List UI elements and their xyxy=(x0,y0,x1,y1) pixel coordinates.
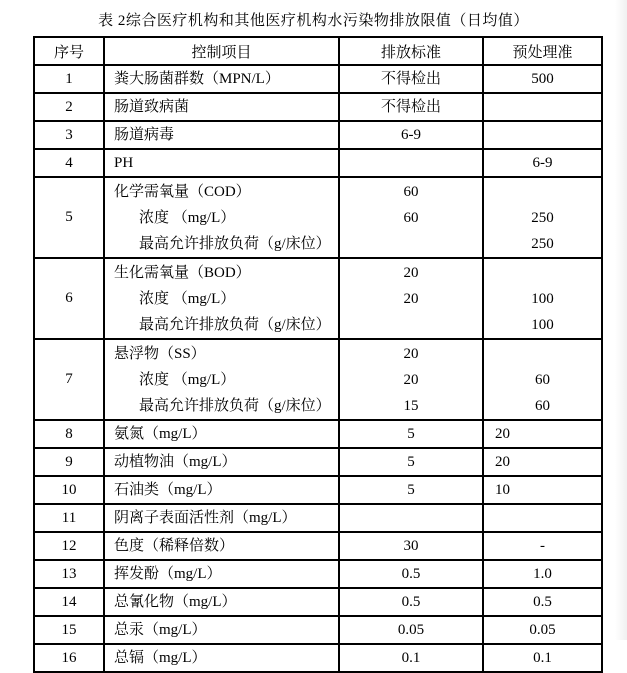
cell-line: 肠道致病菌 xyxy=(114,99,190,115)
row-number-cell: 3 xyxy=(34,121,104,149)
cell-line: 60 xyxy=(535,372,550,388)
cell-line: 15 xyxy=(403,398,419,414)
cell-line: 0.05 xyxy=(397,622,425,638)
discharge-standard-cell xyxy=(339,504,483,532)
pretreatment-standard-cell xyxy=(483,149,602,177)
row-number-cell: 8 xyxy=(34,420,104,448)
pretreatment-standard-cell xyxy=(483,93,602,121)
row-number-cell: 13 xyxy=(34,560,104,588)
cell-line: 60 xyxy=(403,210,419,226)
control-item-cell xyxy=(104,588,339,616)
row-number-cell: 9 xyxy=(34,448,104,476)
discharge-standard-cell xyxy=(339,177,483,258)
cell-line: 20 xyxy=(403,346,419,362)
cell-line: 5 xyxy=(407,482,415,498)
discharge-standard-cell xyxy=(339,588,483,616)
control-item-cell xyxy=(104,65,339,93)
pretreatment-standard-cell xyxy=(483,65,602,93)
discharge-standard-cell xyxy=(339,93,483,121)
cell-line xyxy=(340,150,482,176)
row-number-cell: 15 xyxy=(34,616,104,644)
cell-line: 最高允许排放负荷（g/床位） xyxy=(139,236,331,252)
table-row xyxy=(34,504,602,532)
cell-line: 浓度 （mg/L） xyxy=(139,291,236,307)
cell-line: 总氰化物（mg/L） xyxy=(114,594,237,610)
cell-line: 6-9 xyxy=(401,127,421,143)
control-item-cell xyxy=(104,504,339,532)
discharge-standard-cell xyxy=(339,476,483,504)
cell-line xyxy=(484,260,601,286)
pretreatment-standard-cell xyxy=(483,504,602,532)
cell-line: 20 xyxy=(495,426,510,442)
cell-line: 悬浮物（SS） xyxy=(114,346,206,362)
table-row xyxy=(34,588,602,616)
header-col-item: 控制项目 xyxy=(104,37,339,65)
pretreatment-standard-cell xyxy=(483,339,602,420)
cell-line xyxy=(484,341,601,367)
cell-line xyxy=(484,179,601,205)
control-item-cell xyxy=(104,420,339,448)
control-item-cell xyxy=(104,258,339,339)
cell-line: 动植物油（mg/L） xyxy=(114,454,237,470)
row-number-cell: 5 xyxy=(34,177,104,258)
row-number-cell: 4 xyxy=(34,149,104,177)
cell-line: 20 xyxy=(403,265,419,281)
pretreatment-standard-cell xyxy=(483,532,602,560)
cell-line: 20 xyxy=(403,372,419,388)
row-number-cell: 1 xyxy=(34,65,104,93)
cell-line: 肠道病毒 xyxy=(114,127,175,143)
pretreatment-standard-cell xyxy=(483,560,602,588)
pretreatment-standard-cell xyxy=(483,644,602,672)
control-item-cell xyxy=(104,177,339,258)
pretreatment-standard-cell xyxy=(483,588,602,616)
cell-line: - xyxy=(540,538,545,554)
cell-line: 粪大肠菌群数（MPN/L） xyxy=(114,71,280,87)
cell-line xyxy=(340,312,482,338)
table-row xyxy=(34,65,602,93)
cell-line: 0.05 xyxy=(529,622,556,638)
cell-line: 0.5 xyxy=(401,594,421,610)
cell-line: 60 xyxy=(403,184,419,200)
control-item-cell xyxy=(104,476,339,504)
cell-line: 0.1 xyxy=(401,650,421,666)
cell-line: 生化需氧量（BOD） xyxy=(114,265,251,281)
scan-edge-shade xyxy=(615,0,627,640)
row-number-cell: 6 xyxy=(34,258,104,339)
page-title: 表 2综合医疗机构和其他医疗机构水污染物排放限值（日均值） xyxy=(98,13,529,29)
cell-line: 最高允许排放负荷（g/床位） xyxy=(139,398,331,414)
cell-line: 最高允许排放负荷（g/床位） xyxy=(139,317,331,333)
discharge-standard-cell xyxy=(339,258,483,339)
cell-line: 250 xyxy=(531,236,554,252)
pretreatment-standard-cell xyxy=(483,448,602,476)
table-header-row xyxy=(34,37,602,65)
cell-line: 250 xyxy=(531,210,554,226)
cell-line: 100 xyxy=(531,317,554,333)
table-row xyxy=(34,121,602,149)
cell-line: 30 xyxy=(403,538,419,554)
cell-line: 5 xyxy=(407,454,415,470)
table-row xyxy=(34,420,602,448)
row-number-cell: 12 xyxy=(34,532,104,560)
cell-line xyxy=(340,505,482,531)
pretreatment-standard-cell xyxy=(483,476,602,504)
header-col-pretreatment: 预处理准 xyxy=(483,37,602,65)
header-col-discharge: 排放标准 xyxy=(339,37,483,65)
pretreatment-standard-cell xyxy=(483,258,602,339)
cell-line: 挥发酚（mg/L） xyxy=(114,566,222,582)
cell-line: 总镉（mg/L） xyxy=(114,650,207,666)
cell-line: 不得检出 xyxy=(380,71,441,87)
table-row xyxy=(34,339,602,420)
cell-line: 石油类（mg/L） xyxy=(114,482,222,498)
cell-line: 0.5 xyxy=(401,566,421,582)
discharge-standard-cell xyxy=(339,149,483,177)
cell-line: PH xyxy=(114,155,134,171)
cell-line: 60 xyxy=(535,398,550,414)
row-number-cell: 2 xyxy=(34,93,104,121)
discharge-standard-cell xyxy=(339,420,483,448)
cell-line: 总汞（mg/L） xyxy=(114,622,207,638)
row-number-cell: 16 xyxy=(34,644,104,672)
cell-line: 0.5 xyxy=(533,594,552,610)
cell-line xyxy=(340,231,482,257)
cell-line: 0.1 xyxy=(533,650,552,666)
table-row xyxy=(34,448,602,476)
table-row xyxy=(34,644,602,672)
table-row xyxy=(34,560,602,588)
discharge-standard-cell xyxy=(339,448,483,476)
cell-line xyxy=(484,505,601,531)
discharge-standard-cell xyxy=(339,532,483,560)
cell-line: 20 xyxy=(495,454,510,470)
table-row xyxy=(34,476,602,504)
table-body xyxy=(34,65,602,672)
cell-line: 6-9 xyxy=(532,155,553,171)
cell-line: 不得检出 xyxy=(380,99,441,115)
pretreatment-standard-cell xyxy=(483,121,602,149)
cell-line xyxy=(484,122,601,148)
cell-line: 5 xyxy=(407,426,415,442)
row-number-cell: 14 xyxy=(34,588,104,616)
table-row xyxy=(34,93,602,121)
pollutant-limits-table xyxy=(33,36,603,673)
pretreatment-standard-cell xyxy=(483,420,602,448)
control-item-cell xyxy=(104,121,339,149)
discharge-standard-cell xyxy=(339,560,483,588)
discharge-standard-cell xyxy=(339,65,483,93)
cell-line: 阴离子表面活性剂（mg/L） xyxy=(114,510,297,526)
cell-line xyxy=(484,94,601,120)
control-item-cell xyxy=(104,149,339,177)
control-item-cell xyxy=(104,448,339,476)
cell-line: 氨氮（mg/L） xyxy=(114,426,207,442)
control-item-cell xyxy=(104,560,339,588)
control-item-cell xyxy=(104,93,339,121)
cell-line: 色度（稀释倍数） xyxy=(114,538,235,554)
cell-line: 化学需氧量（COD） xyxy=(114,184,251,200)
cell-line: 10 xyxy=(495,482,510,498)
cell-line: 1.0 xyxy=(533,566,552,582)
cell-line: 20 xyxy=(403,291,419,307)
table-row xyxy=(34,177,602,258)
table-row xyxy=(34,149,602,177)
row-number-cell: 10 xyxy=(34,476,104,504)
control-item-cell xyxy=(104,532,339,560)
pretreatment-standard-cell xyxy=(483,177,602,258)
cell-line: 100 xyxy=(531,291,554,307)
cell-line: 浓度 （mg/L） xyxy=(139,372,236,388)
header-col-no: 序号 xyxy=(34,37,104,65)
discharge-standard-cell xyxy=(339,121,483,149)
discharge-standard-cell xyxy=(339,644,483,672)
row-number-cell: 11 xyxy=(34,504,104,532)
control-item-cell xyxy=(104,339,339,420)
row-number-cell: 7 xyxy=(34,339,104,420)
cell-line: 浓度 （mg/L） xyxy=(139,210,236,226)
discharge-standard-cell xyxy=(339,339,483,420)
table-row xyxy=(34,532,602,560)
cell-line: 500 xyxy=(531,71,554,87)
control-item-cell xyxy=(104,644,339,672)
table-row xyxy=(34,258,602,339)
